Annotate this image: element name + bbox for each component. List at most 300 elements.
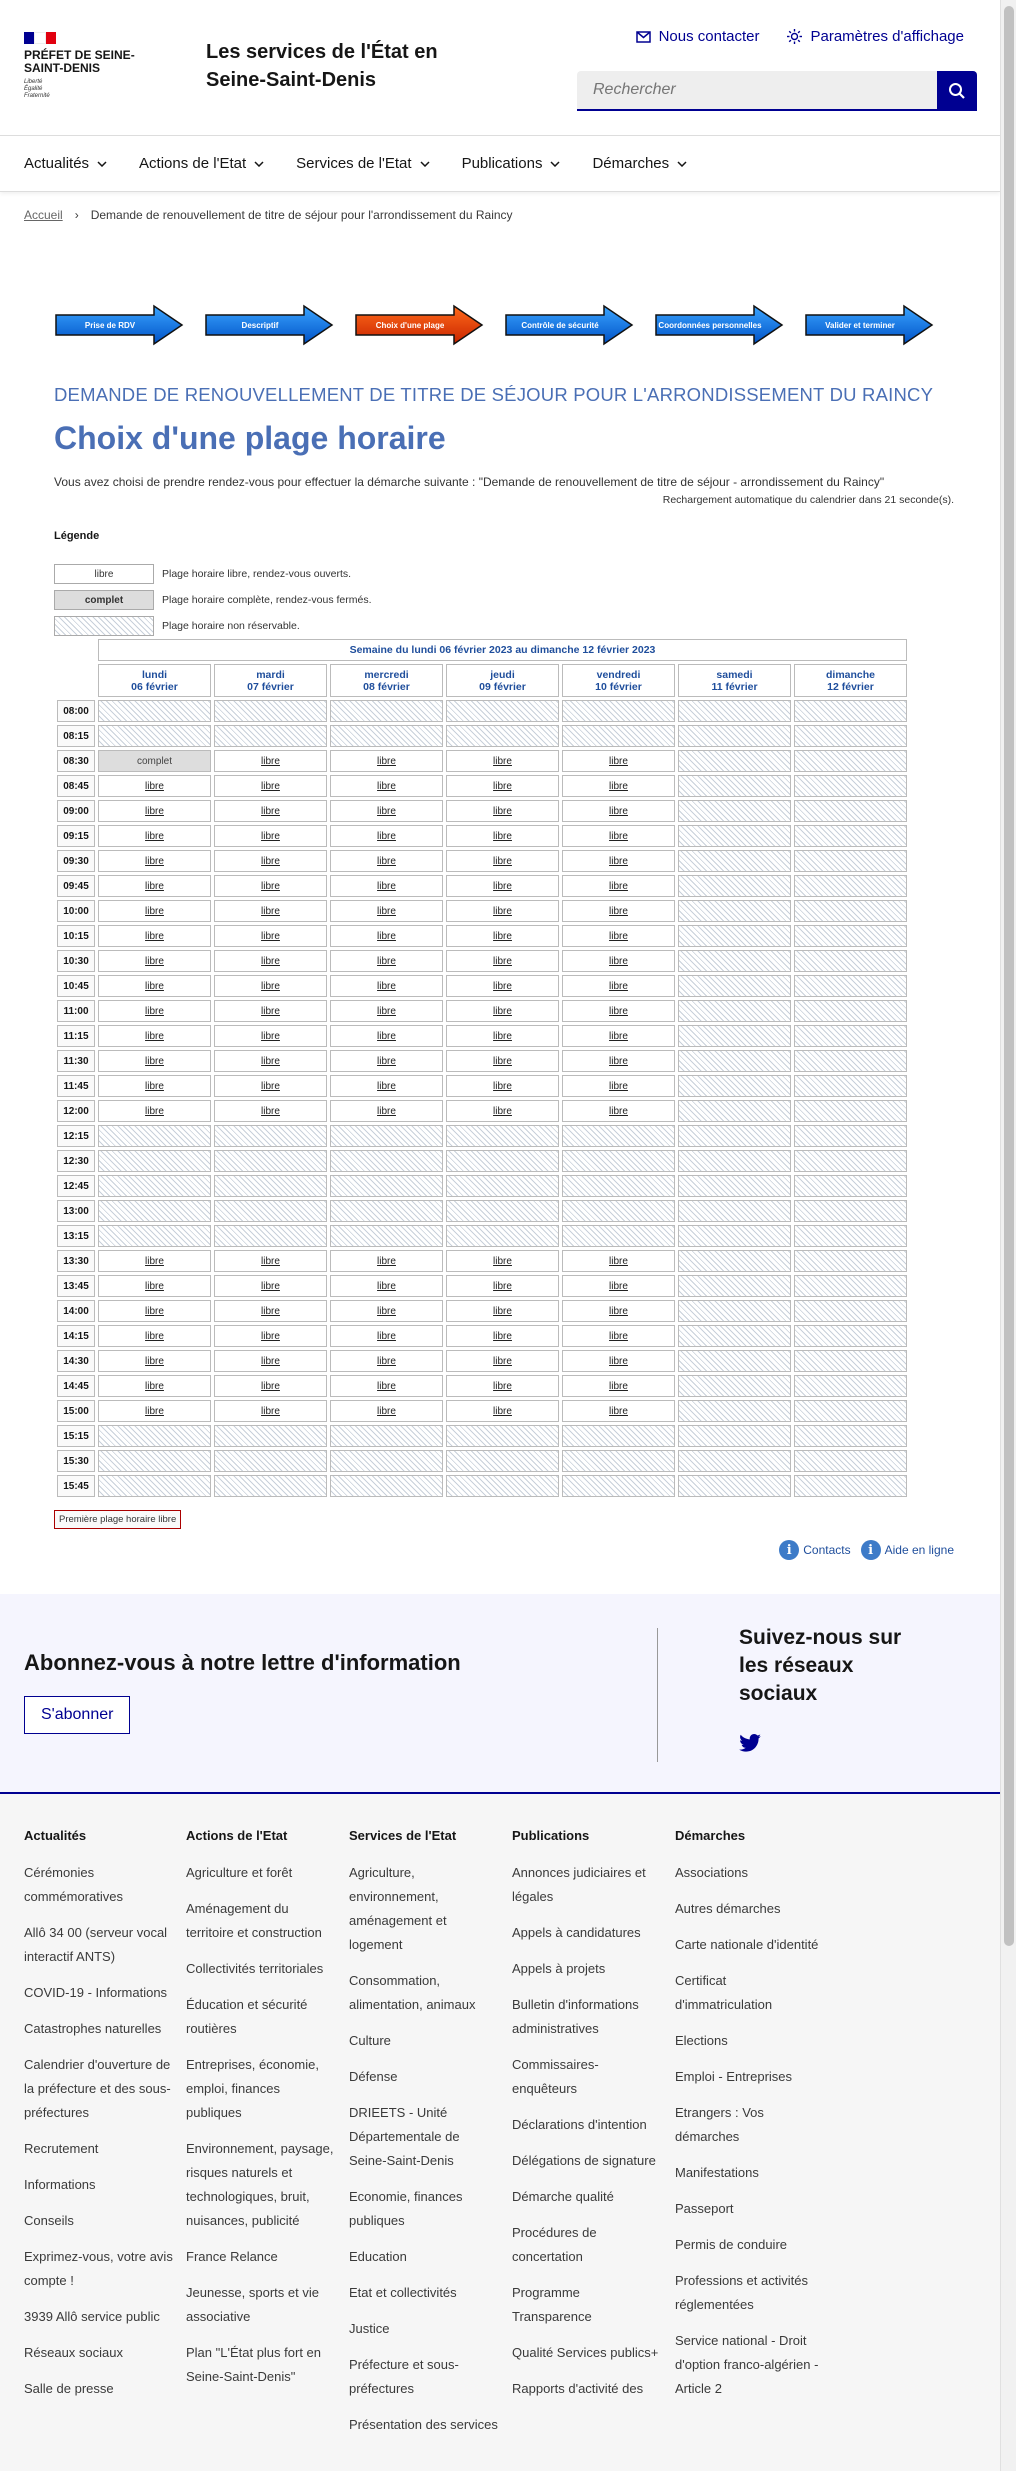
- unavailable-slot: [794, 1275, 907, 1297]
- unavailable-slot: [794, 850, 907, 872]
- time-label: 09:15: [57, 825, 95, 847]
- footer-link[interactable]: Annonces judiciaires et légales: [512, 1865, 646, 1904]
- unavailable-slot: [678, 1350, 791, 1372]
- free-slot[interactable]: libre: [214, 1100, 327, 1122]
- procedure-title: DEMANDE DE RENOUVELLEMENT DE TITRE DE SÉJOUR POUR L'ARRONDISSEMENT DU RAINCY: [54, 384, 934, 405]
- legend-text: Plage horaire non réservable.: [162, 620, 300, 632]
- step-1: [54, 304, 184, 346]
- unavailable-slot: [562, 700, 675, 722]
- week-header: Semaine du lundi 06 février 2023 au dimanche 12 février 2023: [98, 639, 907, 661]
- table-row: [57, 800, 907, 822]
- procedure-description: Vous avez choisi de prendre rendez-vous pour effectuer la démarche suivante : "Demande de renouvellement de titre de séjour - arrondissement du Raincy": [54, 475, 885, 489]
- unavailable-slot: [562, 1175, 675, 1197]
- free-slot[interactable]: libre: [446, 825, 559, 847]
- unavailable-slot: [794, 1225, 907, 1247]
- page-title: Choix d'une plage horaire: [54, 420, 446, 456]
- table-row: [57, 1300, 907, 1322]
- table-row: [57, 750, 907, 772]
- free-slot[interactable]: libre: [562, 1300, 675, 1322]
- free-slot[interactable]: libre: [446, 975, 559, 997]
- free-slot[interactable]: libre: [98, 1100, 211, 1122]
- free-slot[interactable]: libre: [562, 1025, 675, 1047]
- footer-link[interactable]: Commissaires-enquêteurs: [512, 2057, 599, 2096]
- footer-link[interactable]: Salle de presse: [24, 2381, 114, 2396]
- nav-item[interactable]: Actualités: [24, 155, 111, 172]
- step-label: Coordonnées personnelles: [658, 320, 762, 330]
- unavailable-slot: [678, 950, 791, 972]
- site-title[interactable]: Les services de l'État en Seine-Saint-Denis: [206, 41, 438, 91]
- table-row: [57, 1000, 907, 1022]
- free-slot[interactable]: libre: [98, 1375, 211, 1397]
- unavailable-slot: [794, 1450, 907, 1472]
- chevron-down-icon: [677, 161, 687, 167]
- free-slot[interactable]: libre: [214, 1075, 327, 1097]
- free-slot[interactable]: libre: [562, 1075, 675, 1097]
- unavailable-slot: [794, 725, 907, 747]
- free-slot[interactable]: libre: [446, 950, 559, 972]
- free-slot[interactable]: libre: [98, 1400, 211, 1422]
- free-slot[interactable]: libre: [562, 1275, 675, 1297]
- search-icon: [948, 82, 966, 100]
- unavailable-slot: [678, 750, 791, 772]
- footer-link[interactable]: Economie, finances publiques: [349, 2189, 463, 2228]
- unavailable-slot: [98, 1475, 211, 1497]
- free-slot[interactable]: libre: [98, 800, 211, 822]
- footer-link[interactable]: Délégations de signature: [512, 2153, 656, 2168]
- time-label: 13:45: [57, 1275, 95, 1297]
- free-slot[interactable]: libre: [98, 925, 211, 947]
- footer-link[interactable]: Informations: [24, 2177, 96, 2192]
- free-slot[interactable]: libre: [330, 1050, 443, 1072]
- table-row: [57, 700, 907, 722]
- table-row: [57, 850, 907, 872]
- free-slot[interactable]: libre: [98, 900, 211, 922]
- unavailable-slot: [678, 875, 791, 897]
- free-slot[interactable]: libre: [214, 1275, 327, 1297]
- contact-link[interactable]: Nous contacter: [636, 28, 760, 45]
- day-header: vendredi 10 février: [562, 664, 675, 697]
- free-slot[interactable]: libre: [330, 1100, 443, 1122]
- unavailable-slot: [562, 1425, 675, 1447]
- footer-link[interactable]: Education: [349, 2249, 407, 2264]
- table-row: [57, 825, 907, 847]
- unavailable-slot: [678, 850, 791, 872]
- unavailable-slot: [562, 1125, 675, 1147]
- free-slot[interactable]: libre: [446, 1350, 559, 1372]
- footer-link[interactable]: Etrangers : Vos démarches: [675, 2105, 764, 2144]
- free-slot[interactable]: libre: [214, 1025, 327, 1047]
- unavailable-slot: [678, 975, 791, 997]
- footer-link[interactable]: Consommation, alimentation, animaux: [349, 1973, 476, 2012]
- first-free-slot-button[interactable]: Première plage horaire libre: [54, 1510, 181, 1529]
- free-slot[interactable]: libre: [562, 975, 675, 997]
- free-slot[interactable]: libre: [330, 1000, 443, 1022]
- free-slot[interactable]: libre: [214, 1400, 327, 1422]
- free-slot[interactable]: libre: [446, 1075, 559, 1097]
- footer-link[interactable]: Présentation des services: [349, 2417, 498, 2432]
- free-slot[interactable]: libre: [562, 1250, 675, 1272]
- free-slot[interactable]: libre: [330, 925, 443, 947]
- footer-link[interactable]: Certificat d'immatriculation: [675, 1973, 773, 2012]
- free-slot[interactable]: libre: [214, 900, 327, 922]
- footer-link[interactable]: Elections: [675, 2033, 728, 2048]
- unavailable-slot: [98, 1200, 211, 1222]
- free-slot[interactable]: libre: [330, 875, 443, 897]
- table-row: [57, 875, 907, 897]
- free-slot[interactable]: libre: [446, 1100, 559, 1122]
- table-row: [57, 1450, 907, 1472]
- footer-link[interactable]: Environnement, paysage, risques naturels et technologiques, bruit, nuisances, publicité: [186, 2141, 334, 2228]
- online-help-link[interactable]: i Aide en ligne: [861, 1540, 954, 1560]
- unavailable-slot: [330, 1450, 443, 1472]
- free-slot[interactable]: libre: [214, 1325, 327, 1347]
- unavailable-slot: [678, 800, 791, 822]
- footer-link[interactable]: Autres démarches: [675, 1901, 781, 1916]
- table-row: [57, 1375, 907, 1397]
- unavailable-slot: [98, 1125, 211, 1147]
- free-slot[interactable]: libre: [98, 1075, 211, 1097]
- help-links: [779, 1540, 954, 1560]
- footer-link[interactable]: Plan "L'État plus fort en Seine-Saint-Denis": [186, 2345, 322, 2384]
- footer-link[interactable]: Exprimez-vous, votre avis compte !: [24, 2249, 173, 2288]
- time-label: 10:15: [57, 925, 95, 947]
- free-slot[interactable]: libre: [330, 1325, 443, 1347]
- free-slot[interactable]: libre: [446, 1250, 559, 1272]
- unavailable-slot: [678, 1375, 791, 1397]
- footer-link[interactable]: Permis de conduire: [675, 2237, 787, 2252]
- subscribe-button[interactable]: S'abonner: [24, 1696, 130, 1734]
- footer-link[interactable]: Agriculture, environnement, aménagement et logement: [349, 1865, 447, 1952]
- footer-link[interactable]: 3939 Allô service public: [24, 2309, 160, 2324]
- legend-text: Plage horaire complète, rendez-vous fermés.: [162, 594, 372, 606]
- time-label: 13:00: [57, 1200, 95, 1222]
- free-slot[interactable]: libre: [330, 1375, 443, 1397]
- footer-link[interactable]: Bulletin d'informations administratives: [512, 1997, 639, 2036]
- free-slot[interactable]: libre: [214, 1300, 327, 1322]
- footer-link[interactable]: Allô 34 00 (serveur vocal interactif ANTS): [24, 1925, 168, 1964]
- footer-link[interactable]: Rapports d'activité des: [512, 2381, 644, 2396]
- free-slot[interactable]: libre: [446, 850, 559, 872]
- free-slot[interactable]: libre: [98, 1000, 211, 1022]
- table-row: [57, 1075, 907, 1097]
- legend-swatch: libre: [54, 564, 154, 584]
- free-slot[interactable]: libre: [562, 1325, 675, 1347]
- footer-heading: Actualités: [24, 1828, 87, 1843]
- free-slot[interactable]: libre: [330, 1025, 443, 1047]
- free-slot[interactable]: libre: [330, 1350, 443, 1372]
- free-slot[interactable]: libre: [330, 1250, 443, 1272]
- display-settings-link[interactable]: Paramètres d'affichage: [787, 28, 964, 45]
- free-slot[interactable]: libre: [214, 1375, 327, 1397]
- free-slot[interactable]: libre: [562, 1100, 675, 1122]
- unavailable-slot: [98, 1175, 211, 1197]
- free-slot[interactable]: libre: [562, 900, 675, 922]
- free-slot[interactable]: libre: [98, 1300, 211, 1322]
- unavailable-slot: [678, 900, 791, 922]
- twitter-icon[interactable]: [739, 1734, 761, 1757]
- footer-link[interactable]: Recrutement: [24, 2141, 99, 2156]
- free-slot[interactable]: libre: [214, 750, 327, 772]
- free-slot[interactable]: libre: [214, 975, 327, 997]
- breadcrumb-home[interactable]: Accueil: [24, 208, 63, 222]
- free-slot[interactable]: libre: [98, 1050, 211, 1072]
- free-slot[interactable]: libre: [330, 825, 443, 847]
- free-slot[interactable]: libre: [562, 950, 675, 972]
- footer-link[interactable]: Service national - Droit d'option franco-algérien - Article 2: [675, 2333, 819, 2396]
- free-slot[interactable]: libre: [562, 750, 675, 772]
- free-slot[interactable]: libre: [562, 1375, 675, 1397]
- unavailable-slot: [794, 1200, 907, 1222]
- free-slot[interactable]: libre: [446, 750, 559, 772]
- time-label: 15:30: [57, 1450, 95, 1472]
- unavailable-slot: [794, 975, 907, 997]
- footer-link[interactable]: Appels à projets: [512, 1961, 606, 1976]
- free-slot[interactable]: libre: [98, 825, 211, 847]
- free-slot[interactable]: libre: [562, 875, 675, 897]
- time-label: 14:00: [57, 1300, 95, 1322]
- free-slot[interactable]: libre: [446, 1300, 559, 1322]
- free-slot[interactable]: libre: [214, 775, 327, 797]
- unavailable-slot: [446, 1175, 559, 1197]
- unavailable-slot: [214, 725, 327, 747]
- unavailable-slot: [678, 1400, 791, 1422]
- footer-link[interactable]: Procédures de concertation: [512, 2225, 597, 2264]
- free-slot[interactable]: libre: [562, 1400, 675, 1422]
- footer-link[interactable]: Manifestations: [675, 2165, 759, 2180]
- footer-link[interactable]: Conseils: [24, 2213, 74, 2228]
- nav-item[interactable]: Services de l'Etat: [296, 155, 433, 172]
- unavailable-slot: [214, 1475, 327, 1497]
- unavailable-slot: [794, 1250, 907, 1272]
- footer-link[interactable]: Jeunesse, sports et vie associative: [186, 2285, 319, 2324]
- search-input[interactable]: [577, 71, 937, 111]
- footer-link[interactable]: Appels à candidatures: [512, 1925, 641, 1940]
- free-slot[interactable]: libre: [562, 825, 675, 847]
- unavailable-slot: [678, 1275, 791, 1297]
- free-slot[interactable]: libre: [330, 850, 443, 872]
- free-slot[interactable]: libre: [446, 925, 559, 947]
- free-slot[interactable]: libre: [446, 775, 559, 797]
- footer-link[interactable]: Agriculture et forêt: [186, 1865, 293, 1880]
- footer-link[interactable]: COVID-19 - Informations: [24, 1985, 168, 2000]
- free-slot[interactable]: libre: [562, 1350, 675, 1372]
- nav-item[interactable]: Actions de l'Etat: [139, 155, 268, 172]
- footer-link[interactable]: Aménagement du territoire et construction: [186, 1901, 322, 1940]
- free-slot[interactable]: libre: [330, 1275, 443, 1297]
- scrollbar-thumb[interactable]: [1004, 6, 1014, 1946]
- info-icon: i: [861, 1540, 881, 1560]
- contacts-link[interactable]: i Contacts: [779, 1540, 850, 1560]
- free-slot[interactable]: libre: [562, 800, 675, 822]
- unavailable-slot: [446, 1125, 559, 1147]
- legend: [54, 561, 372, 639]
- free-slot[interactable]: libre: [98, 1025, 211, 1047]
- footer-link[interactable]: Calendrier d'ouverture de la préfecture et des sous-préfectures: [24, 2057, 171, 2120]
- free-slot[interactable]: libre: [446, 875, 559, 897]
- free-slot[interactable]: libre: [214, 825, 327, 847]
- unavailable-slot: [446, 700, 559, 722]
- free-slot[interactable]: libre: [330, 950, 443, 972]
- free-slot[interactable]: libre: [330, 900, 443, 922]
- free-slot[interactable]: libre: [98, 875, 211, 897]
- free-slot[interactable]: libre: [446, 1325, 559, 1347]
- footer-link[interactable]: Programme Transparence: [512, 2285, 592, 2324]
- unavailable-slot: [446, 1425, 559, 1447]
- legend-swatch: [54, 616, 154, 636]
- free-slot[interactable]: libre: [330, 800, 443, 822]
- free-slot[interactable]: libre: [330, 1075, 443, 1097]
- logo-motto: Liberté Égalité Fraternité: [24, 79, 50, 99]
- footer-link[interactable]: Démarche qualité: [512, 2189, 614, 2204]
- free-slot[interactable]: libre: [446, 1400, 559, 1422]
- free-slot[interactable]: libre: [330, 1300, 443, 1322]
- legend-swatch: complet: [54, 590, 154, 610]
- time-label: 08:45: [57, 775, 95, 797]
- footer-link[interactable]: Défense: [349, 2069, 398, 2084]
- free-slot[interactable]: libre: [446, 800, 559, 822]
- table-row: [57, 950, 907, 972]
- free-slot[interactable]: libre: [214, 925, 327, 947]
- step-3: [354, 304, 484, 346]
- unavailable-slot: [794, 1175, 907, 1197]
- unavailable-slot: [678, 775, 791, 797]
- divider: [657, 1628, 658, 1762]
- free-slot[interactable]: libre: [562, 1050, 675, 1072]
- free-slot[interactable]: libre: [214, 800, 327, 822]
- time-label: 10:00: [57, 900, 95, 922]
- table-row: [57, 1100, 907, 1122]
- unavailable-slot: [794, 1075, 907, 1097]
- free-slot[interactable]: libre: [98, 850, 211, 872]
- time-label: 09:00: [57, 800, 95, 822]
- unavailable-slot: [794, 900, 907, 922]
- day-header: jeudi 09 février: [446, 664, 559, 697]
- footer-link[interactable]: DRIEETS - Unité Départementale de Seine-Saint-Denis: [349, 2105, 460, 2168]
- unavailable-slot: [678, 1425, 791, 1447]
- free-slot[interactable]: libre: [562, 1000, 675, 1022]
- social-title: Suivez-nous sur les réseaux sociaux: [739, 1626, 902, 1705]
- free-slot[interactable]: libre: [330, 775, 443, 797]
- table-row: [57, 1250, 907, 1272]
- free-slot[interactable]: libre: [446, 1275, 559, 1297]
- unavailable-slot: [794, 1400, 907, 1422]
- unavailable-slot: [794, 1000, 907, 1022]
- free-slot[interactable]: libre: [214, 950, 327, 972]
- free-slot[interactable]: libre: [98, 775, 211, 797]
- free-slot[interactable]: libre: [98, 1350, 211, 1372]
- footer-link[interactable]: Catastrophes naturelles: [24, 2021, 162, 2036]
- footer-link[interactable]: Etat et collectivités: [349, 2285, 457, 2300]
- footer-link[interactable]: Qualité Services publics+: [512, 2345, 659, 2360]
- footer-link[interactable]: Emploi - Entreprises: [675, 2069, 793, 2084]
- table-row: [57, 1475, 907, 1497]
- unavailable-slot: [794, 950, 907, 972]
- unavailable-slot: [98, 1425, 211, 1447]
- time-label: 10:30: [57, 950, 95, 972]
- free-slot[interactable]: libre: [446, 1050, 559, 1072]
- unavailable-slot: [562, 725, 675, 747]
- footer-link[interactable]: France Relance: [186, 2249, 278, 2264]
- time-label: 12:45: [57, 1175, 95, 1197]
- unavailable-slot: [794, 1125, 907, 1147]
- free-slot[interactable]: libre: [330, 750, 443, 772]
- header-links: [636, 28, 964, 45]
- free-slot[interactable]: libre: [446, 1000, 559, 1022]
- chevron-down-icon: [420, 161, 430, 167]
- free-slot[interactable]: libre: [214, 875, 327, 897]
- unavailable-slot: [794, 825, 907, 847]
- footer-link[interactable]: Justice: [349, 2321, 390, 2336]
- free-slot[interactable]: libre: [214, 1050, 327, 1072]
- footer-link[interactable]: Passeport: [675, 2201, 734, 2216]
- footer-link[interactable]: Réseaux sociaux: [24, 2345, 123, 2360]
- time-label: 09:30: [57, 850, 95, 872]
- footer-column: [24, 1828, 174, 2413]
- free-slot[interactable]: libre: [446, 1375, 559, 1397]
- time-label: 12:00: [57, 1100, 95, 1122]
- free-slot[interactable]: libre: [330, 975, 443, 997]
- unavailable-slot: [794, 1150, 907, 1172]
- free-slot[interactable]: libre: [214, 1250, 327, 1272]
- unavailable-slot: [794, 875, 907, 897]
- footer-link[interactable]: Culture: [349, 2033, 391, 2048]
- free-slot[interactable]: libre: [446, 900, 559, 922]
- nav-item[interactable]: Publications: [462, 155, 565, 172]
- unavailable-slot: [678, 1050, 791, 1072]
- free-slot[interactable]: libre: [562, 850, 675, 872]
- footer-link[interactable]: Éducation et sécurité routières: [186, 1997, 308, 2036]
- day-header: samedi 11 février: [678, 664, 791, 697]
- free-slot[interactable]: libre: [98, 1325, 211, 1347]
- free-slot[interactable]: libre: [98, 975, 211, 997]
- search-button[interactable]: [937, 71, 977, 111]
- footer-link[interactable]: Cérémonies commémoratives: [24, 1865, 123, 1904]
- unavailable-slot: [678, 1175, 791, 1197]
- unavailable-slot: [562, 1150, 675, 1172]
- unavailable-slot: [678, 1475, 791, 1497]
- free-slot[interactable]: libre: [98, 1275, 211, 1297]
- unavailable-slot: [446, 1150, 559, 1172]
- footer-link[interactable]: Entreprises, économie, emploi, finances publiques: [186, 2057, 319, 2120]
- scrollbar[interactable]: [1000, 0, 1016, 2471]
- free-slot[interactable]: libre: [562, 925, 675, 947]
- free-slot[interactable]: libre: [214, 1350, 327, 1372]
- footer-link[interactable]: Préfecture et sous-préfectures: [349, 2357, 459, 2396]
- unavailable-slot: [446, 1225, 559, 1247]
- free-slot[interactable]: libre: [214, 1000, 327, 1022]
- free-slot[interactable]: libre: [98, 1250, 211, 1272]
- free-slot[interactable]: libre: [214, 850, 327, 872]
- unavailable-slot: [330, 1200, 443, 1222]
- free-slot[interactable]: libre: [330, 1400, 443, 1422]
- footer-link[interactable]: Carte nationale d'identité: [675, 1937, 819, 1952]
- unavailable-slot: [794, 1025, 907, 1047]
- logo[interactable]: [24, 32, 169, 100]
- legend-title: Légende: [54, 530, 100, 542]
- mail-icon: [636, 31, 651, 43]
- step-2: [204, 304, 334, 346]
- footer-link[interactable]: Collectivités territoriales: [186, 1961, 324, 1976]
- footer-link[interactable]: Déclarations d'intention: [512, 2117, 647, 2132]
- free-slot[interactable]: libre: [98, 950, 211, 972]
- footer-link[interactable]: Associations: [675, 1865, 748, 1880]
- nav-item[interactable]: Démarches: [592, 155, 691, 172]
- free-slot[interactable]: libre: [446, 1025, 559, 1047]
- footer-link[interactable]: Professions et activités réglementées: [675, 2273, 808, 2312]
- unavailable-slot: [794, 1100, 907, 1122]
- free-slot[interactable]: libre: [562, 775, 675, 797]
- newsletter-section: [0, 1594, 1000, 1792]
